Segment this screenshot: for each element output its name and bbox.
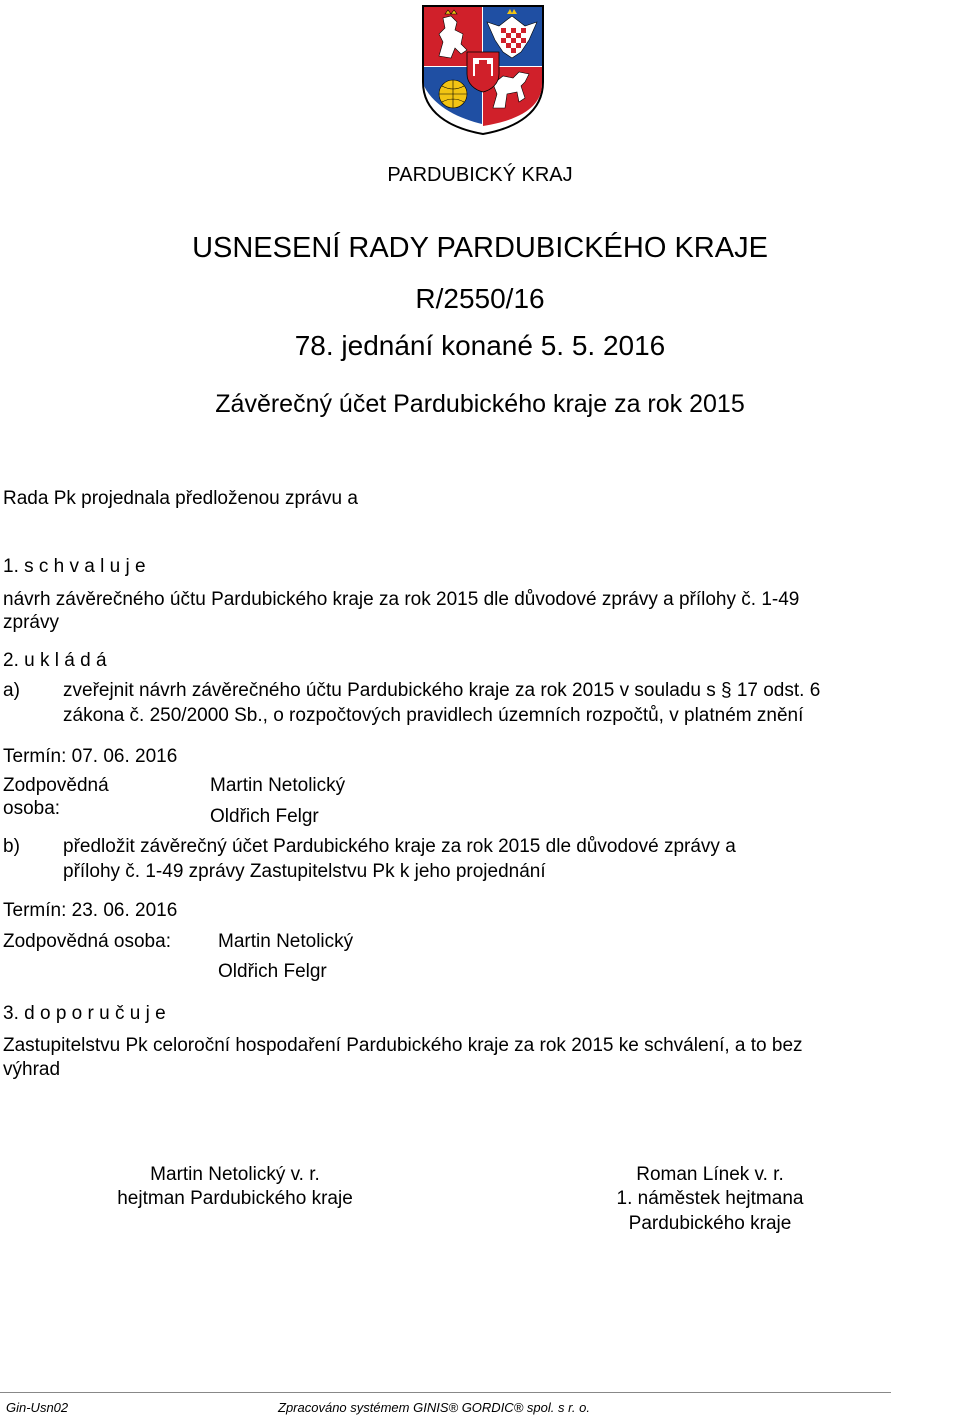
- item-a-responsible-label: Zodpovědná: [3, 775, 109, 796]
- coat-of-arms-icon: [421, 4, 545, 136]
- footer-form-code: Gin-Usn02: [6, 1400, 69, 1415]
- signature-right-role-cont: Pardubického kraje: [628, 1213, 792, 1234]
- item-b-person-2: Oldřich Felgr: [218, 961, 327, 982]
- signature-left-name: Martin Netolický v. r.: [150, 1164, 320, 1185]
- item-a-person-1: Martin Netolický: [210, 775, 346, 796]
- item-b-text-cont: přílohy č. 1-49 zprávy Zastupitelstvu Pk k jeho projednání: [63, 861, 546, 882]
- section-1-text-cont: zprávy: [3, 612, 59, 633]
- item-a-deadline: Termín: 07. 06. 2016: [3, 746, 178, 767]
- meeting-info: 78. jednání konané 5. 5. 2016: [294, 330, 666, 361]
- item-a-text: zveřejnit návrh závěrečného účtu Pardubického kraje za rok 2015 v souladu s § 17 odst. 6: [63, 680, 821, 701]
- item-a-person-2: Oldřich Felgr: [210, 806, 319, 827]
- item-a-responsible-label-cont: osoba:: [3, 798, 61, 819]
- item-b-letter: b): [3, 836, 20, 857]
- item-a-letter: a): [3, 680, 20, 701]
- intro-text: Rada Pk projednala předloženou zprávu a: [3, 488, 358, 509]
- item-b-text: předložit závěrečný účet Pardubického kraje za rok 2015 dle důvodové zprávy a: [63, 836, 736, 857]
- section-3-text-cont: výhrad: [3, 1059, 61, 1080]
- section-3-heading: 3. d o p o r u č u j e: [3, 1003, 166, 1024]
- footer-divider: [0, 1392, 891, 1393]
- item-b-person-1: Martin Netolický: [218, 931, 354, 952]
- region-name: PARDUBICKÝ KRAJ: [387, 164, 573, 186]
- document-title: USNESENÍ RADY PARDUBICKÉHO KRAJE: [192, 232, 768, 264]
- section-1-heading: 1. s c h v a l u j e: [3, 556, 146, 577]
- section-1-text: návrh závěrečného účtu Pardubického kraje za rok 2015 dle důvodové zprávy a přílohy č. 1-49: [3, 589, 800, 610]
- signature-right-role: 1. náměstek hejtmana: [616, 1188, 804, 1209]
- section-2-heading: 2. u k l á d á: [3, 650, 107, 671]
- signature-right-name: Roman Línek v. r.: [636, 1164, 784, 1185]
- section-3-text: Zastupitelstvu Pk celoroční hospodaření Pardubického kraje za rok 2015 ke schválení, a to bez: [3, 1035, 803, 1056]
- signature-left-role: hejtman Pardubického kraje: [117, 1188, 353, 1209]
- item-a-text-cont: zákona č. 250/2000 Sb., o rozpočtových pravidlech územních rozpočtů, v platném znění: [63, 705, 804, 726]
- resolution-number: R/2550/16: [415, 283, 545, 314]
- item-b-deadline: Termín: 23. 06. 2016: [3, 900, 178, 921]
- item-b-responsible-label: Zodpovědná osoba:: [3, 931, 171, 952]
- footer-system-note: Zpracováno systémem GINIS® GORDIC® spol. s r. o.: [278, 1400, 590, 1415]
- resolution-subject: Závěrečný účet Pardubického kraje za rok 2015: [215, 390, 745, 418]
